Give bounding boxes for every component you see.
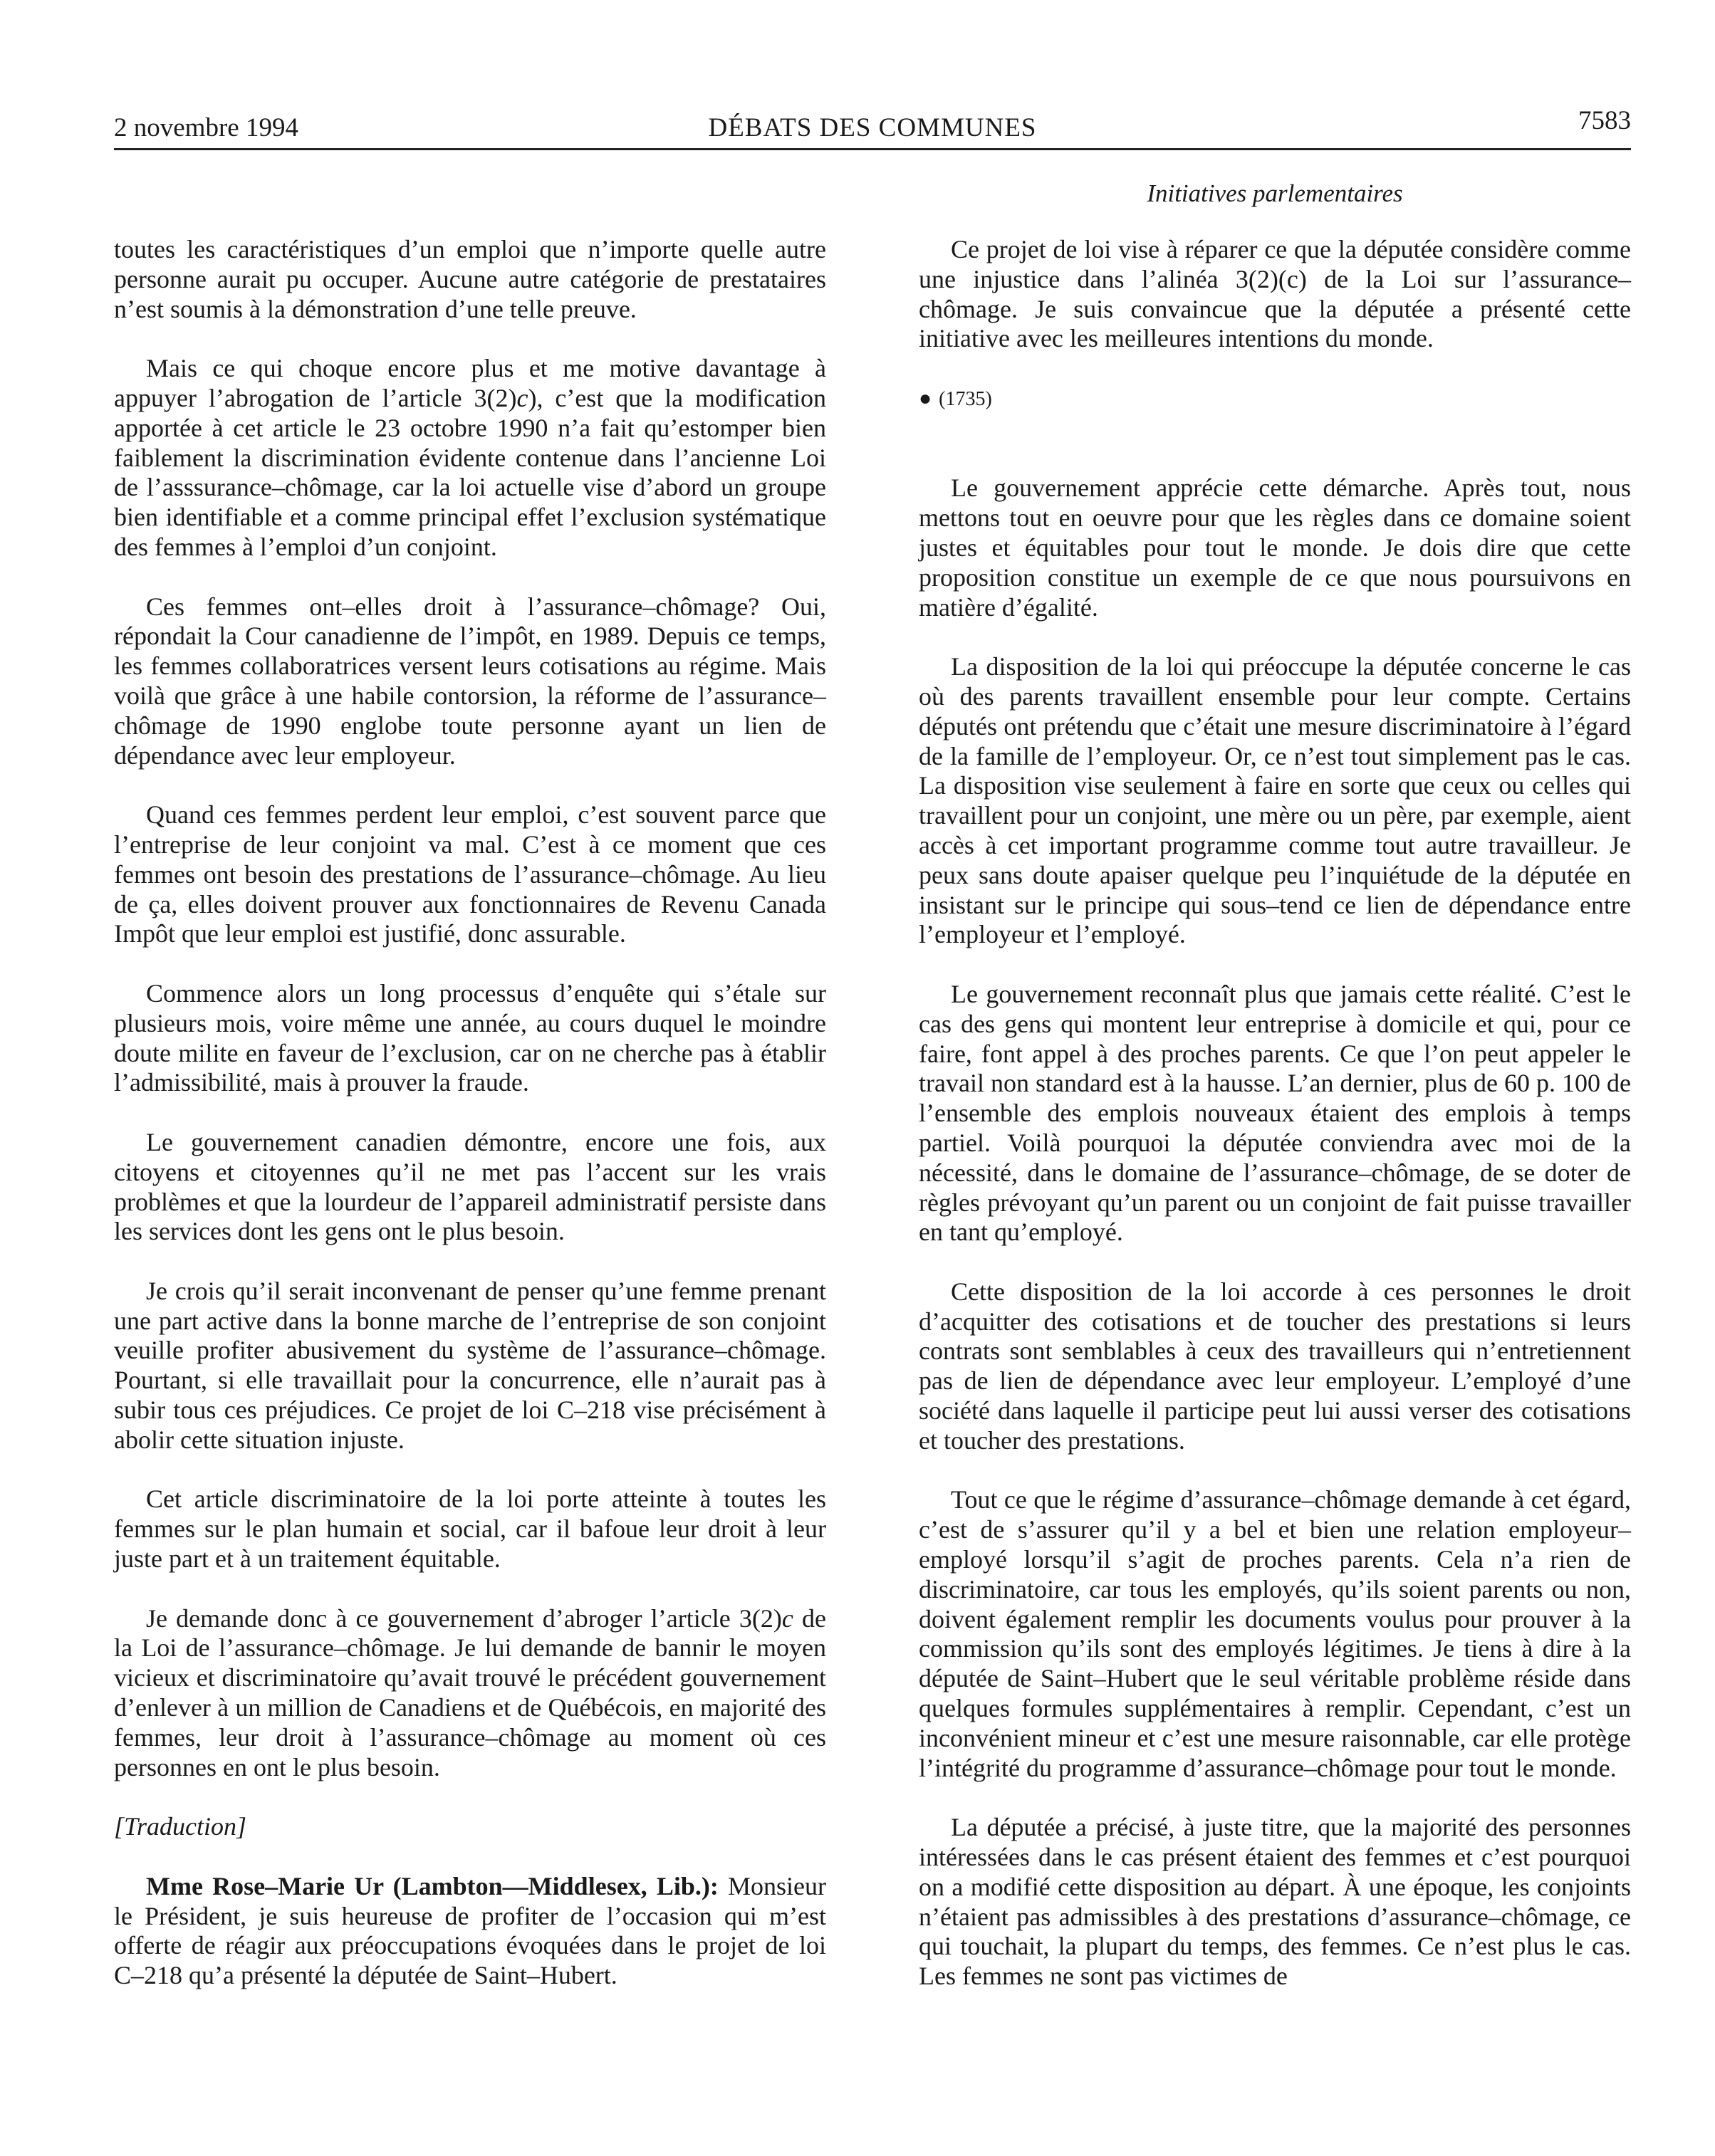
paragraph: Cette disposition de la loi accorde à ces personnes le droit d’acquitter des cotisations et de toucher des prestations si leurs contrats sont semblables à ceux des travailleurs qui n’entretiennent pas de lien de dépendance avec leur employeur. L’employé d’une société dans laquelle il participe peut lui aussi verser des cotisations et toucher des prestations. xyxy=(919,1277,1631,1455)
header-rule xyxy=(114,148,1631,150)
paragraph: La députée a précisé, à juste titre, que la majorité des personnes intéressées dans le cas présent étaient des femmes et c’est pourquoi on a modifié cette disposition au départ. À une époque, les conjoints n’étaient pas admissibles à des prestations d’assurance–chômage, ce qui touchait, la plupart du temps, des femmes. Ce n’est plus le cas. Les femmes ne sont pas victimes de xyxy=(919,1813,1631,1991)
speech-paragraph: Mme Rose–Marie Ur (Lambton—Middlesex, Lib.): Monsieur le Président, je suis heureuse de profiter de l’occasion qui m’est offerte de réagir aux préoccupations évoquées dans le projet de loi C–218 qu’a présenté la députée de Saint–Hubert. xyxy=(114,1871,826,1990)
paragraph: Tout ce que le régime d’assurance–chômage demande à cet égard, c’est de s’assurer qu’il y a bel et bien une relation employeur–employé lorsqu’il s’agit de proches parents. Cela n’a rien de discriminatoire, car tous les employés, qu’ils soient parents ou non, doivent également remplir les documents voulus pour prouver à la commission qu’ils sont des employés légitimes. Je tiens à dire à la députée de Saint–Hubert que le seul véritable problème réside dans quelques formules supplémentaires à remplir. Cependant, c’est un inconvénient mineur et c’est une mesure raisonnable, car elle protège l’intégrité du programme d’assurance–chômage pour tout le monde. xyxy=(919,1485,1631,1782)
paragraph: Le gouvernement reconnaît plus que jamais cette réalité. C’est le cas des gens qui montent leur entreprise à domicile et qui, pour ce faire, font appel à des proches parents. Ce que l’on peut appeler le travail non standard est à la hausse. L’an dernier, plus de 60 p. 100 de l’ensemble des emplois nouveaux étaient des emplois à temps partiel. Voilà pourquoi la députée conviendra avec moi de la nécessité, dans le domaine de l’assurance–chômage, de se doter de règles prévoyant qu’un parent ou un conjoint de fait puisse travailler en tant qu’employé. xyxy=(919,979,1631,1247)
paragraph: Commence alors un long processus d’enquête qui s’étale sur plusieurs mois, voire même une année, au cours duquel le moindre doute milite en faveur de l’exclusion, car on ne cherche pas à établir l’admissibilité, mais à prouver la fraude. xyxy=(114,978,826,1097)
right-column xyxy=(919,235,1631,2021)
paragraph: Le gouvernement apprécie cette démarche. Après tout, nous mettons tout en oeuvre pour que les règles dans ce domaine soient justes et équitables pour tout le monde. Je dois dire que cette proposition constitue un exemple de ce que nous poursuivons en matière d’égalité. xyxy=(919,473,1631,622)
paragraph: Le gouvernement canadien démontre, encore une fois, aux citoyens et citoyennes qu’il ne met pas l’accent sur les vrais problèmes et que la lourdeur de l’appareil administratif persiste dans les services dont les gens ont le plus besoin. xyxy=(114,1127,826,1246)
page-header xyxy=(114,107,1631,150)
paragraph: Cet article discriminatoire de la loi porte atteinte à toutes les femmes sur le plan humain et social, car il bafoue leur droit à leur juste part et à un traitement équitable. xyxy=(114,1485,826,1574)
paragraph: Mais ce qui choque encore plus et me motive davantage à appuyer l’abrogation de l’article 3(2)c), c’est que la modification apportée à cet article le 23 octobre 1990 n’a fait qu’estomper bien faiblement la discrimination évidente contenue dans l’ancienne Loi de l’asssurance–chômage, car la loi actuelle vise d’abord un groupe bien identifiable et a comme principal effet l’exclusion systématique des femmes à l’emploi d’un conjoint. xyxy=(114,354,827,561)
paragraph: Ces femmes ont–elles droit à l’assurance–chômage? Oui, répondait la Cour canadienne de l’impôt, en 1989. Depuis ce temps, les femmes collaboratrices versent leurs cotisations au régime. Mais voilà que grâce à une habile contorsion, la réforme de l’assurance–chômage de 1990 englobe toute personne ayant un lien de dépendance avec leur employeur. xyxy=(114,592,826,770)
bullet-icon: ● xyxy=(919,386,932,410)
left-column xyxy=(114,235,826,2021)
time-marker: ● (1735) xyxy=(919,386,992,410)
paragraph: La disposition de la loi qui préoccupe la députée concerne le cas où des parents travaillent ensemble pour leur compte. Certains députés ont prétendu que c’était une mesure discriminatoire à l’égard de la famille de l’employeur. Or, ce n’est tout simplement pas le cas. La disposition vise seulement à faire en sorte que ceux ou celles qui travaillent pour un conjoint, une mère ou un père, par exemple, aient accès à cet important programme comme tout autre travailleur. Je peux sans doute apaiser quelque peu l’inquiétude de la députée en insistant sur le principe qui sous–tend ce lien de dépendance entre l’employeur et l’employé. xyxy=(919,652,1631,949)
paragraph: Ce projet de loi vise à réparer ce que la députée considère comme une injustice dans l’alinéa 3(2)(c) de la Loi sur l’assurance–chômage. Je suis convaincue que la députée a présenté cette initiative avec les meilleures intentions du monde. xyxy=(919,235,1631,353)
paragraph: Quand ces femmes perdent leur emploi, c’est souvent parce que l’entreprise de leur conjoint va mal. C’est à ce moment que ces femmes ont besoin des prestations de l’assurance–chômage. Au lieu de ça, elles doivent prouver aux fonctionnaires de Revenu Canada Impôt que leur emploi est justifié, donc assurable. xyxy=(114,800,826,948)
speaker-name: Mme Rose–Marie Ur (Lambton—Middlesex, Lib.): xyxy=(146,1871,719,1900)
page-number: 7583 xyxy=(1578,106,1631,135)
section-label: Initiatives parlementaires xyxy=(1147,179,1403,207)
paragraph: toutes les caractéristiques d’un emploi que n’importe quelle autre personne aurait pu occuper. Aucune autre catégorie de prestataires n’est soumis à la démonstration d’une telle preuve. xyxy=(114,235,826,323)
translation-note: [Traduction] xyxy=(114,1812,247,1841)
paragraph: Je demande donc à ce gouvernement d’abroger l’article 3(2)c de la Loi de l’assurance–chômage. Je lui demande de bannir le moyen vicieux et discriminatoire qu’avait trouvé le précédent gouvernement d’enlever à un million de Canadiens et de Québécois, en majorité des femmes, leur droit à l’assurance–chômage au moment où ces personnes en ont le plus besoin. xyxy=(114,1603,826,1781)
header-title: DÉBATS DES COMMUNES xyxy=(708,113,1037,142)
paragraph: Je crois qu’il serait inconvenant de penser qu’une femme prenant une part active dans la bonne marche de l’entreprise de son conjoint veuille profiter abusivement du système de l’assurance–chômage. Pourtant, si elle travaillait pour la concurrence, elle n’aurait pas à subir tous ces préjudices. Ce projet de loi C–218 vise précisément à abolir cette situation injuste. xyxy=(114,1276,826,1454)
header-date: 2 novembre 1994 xyxy=(114,113,298,142)
